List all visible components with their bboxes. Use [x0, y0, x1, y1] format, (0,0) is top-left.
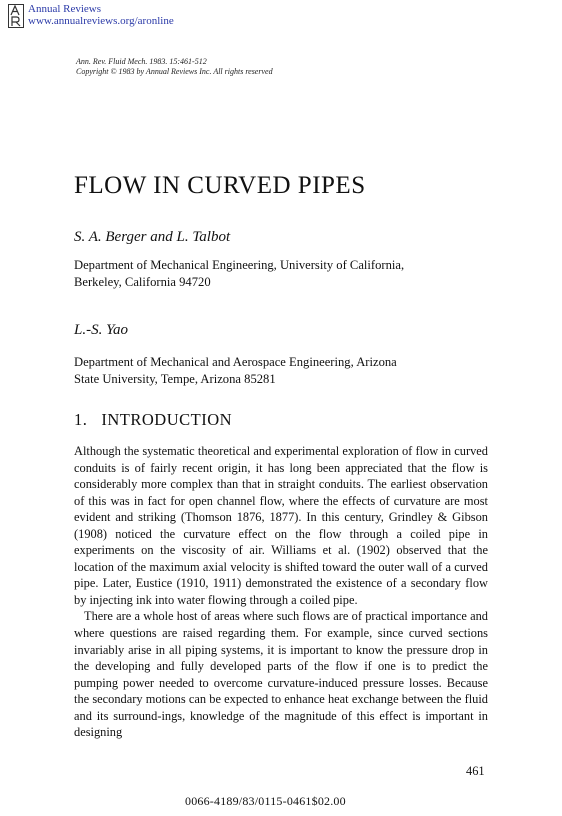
author-affiliation-2 [74, 354, 397, 387]
author-names-2: L.-S. Yao [74, 322, 129, 338]
citation-journal: Ann. Rev. Fluid Mech. 1983. 15:461-512 [76, 57, 207, 66]
affiliation-line: Berkeley, California 94720 [74, 274, 211, 289]
affiliation-line: State University, Tempe, Arizona 85281 [74, 371, 276, 386]
section-number: 1. [74, 410, 88, 429]
publisher-link[interactable] [28, 3, 174, 27]
paragraph: There are a whole host of areas where such flows are of practical importance and where questions are raised regarding them. For example, since curved sections invariably arise in all piping systems, it is important to know the pressure drop in the developing and fully developed parts of the flow if one is to predict the pumping power needed to overcome curvature-induced pressure losses. Because the secondary motions can be expected to enhance heat exchange between the fluid and its surround-ings, knowledge of the magnitude of this effect is important in designing [74, 609, 488, 740]
author-affiliation-1 [74, 257, 404, 290]
citation-block [76, 57, 273, 77]
page-number: 461 [466, 764, 485, 778]
article-title: FLOW IN CURVED PIPES [74, 172, 366, 199]
section-title: INTRODUCTION [101, 410, 233, 429]
author-names-1: S. A. Berger and L. Talbot [74, 229, 231, 245]
paragraph: Although the systematic theoretical and experimental exploration of flow in curved conduits is of fairly recent origin, it has long been appreciated that the flow is considerably more complex than that in straight conduits. The earliest observation of this was in fact for open channel flow, where the effects of curvature are most evident and striking (Thomson 1876, 1877). In this century, Grindley & Gibson (1908) noticed the curvature effect on the flow through a coiled pipe in experiments on the viscosity of air. Williams et al. (1902) observed that the location of the maximum axial velocity is shifted toward the outer wall of a curved pipe. Later, Eustice (1910, 1911) demonstrated the existence of a secondary flow by injecting ink into water flowing through a coiled pipe. [74, 444, 488, 607]
section-heading [74, 410, 232, 430]
annual-reviews-logo-icon [8, 4, 24, 28]
body-text [74, 443, 488, 741]
affiliation-line: Department of Mechanical and Aerospace Engineering, Arizona [74, 355, 397, 369]
publisher-name[interactable]: Annual Reviews [28, 3, 102, 15]
affiliation-line: Department of Mechanical Engineering, University of California, [74, 258, 405, 272]
publisher-url[interactable]: www.annualreviews.org/aronline [28, 15, 174, 27]
citation-copyright: Copyright © 1983 by Annual Reviews Inc. All rights reserved [76, 67, 273, 76]
footer-code: 0066-4189/83/0115-0461$02.00 [185, 794, 346, 808]
